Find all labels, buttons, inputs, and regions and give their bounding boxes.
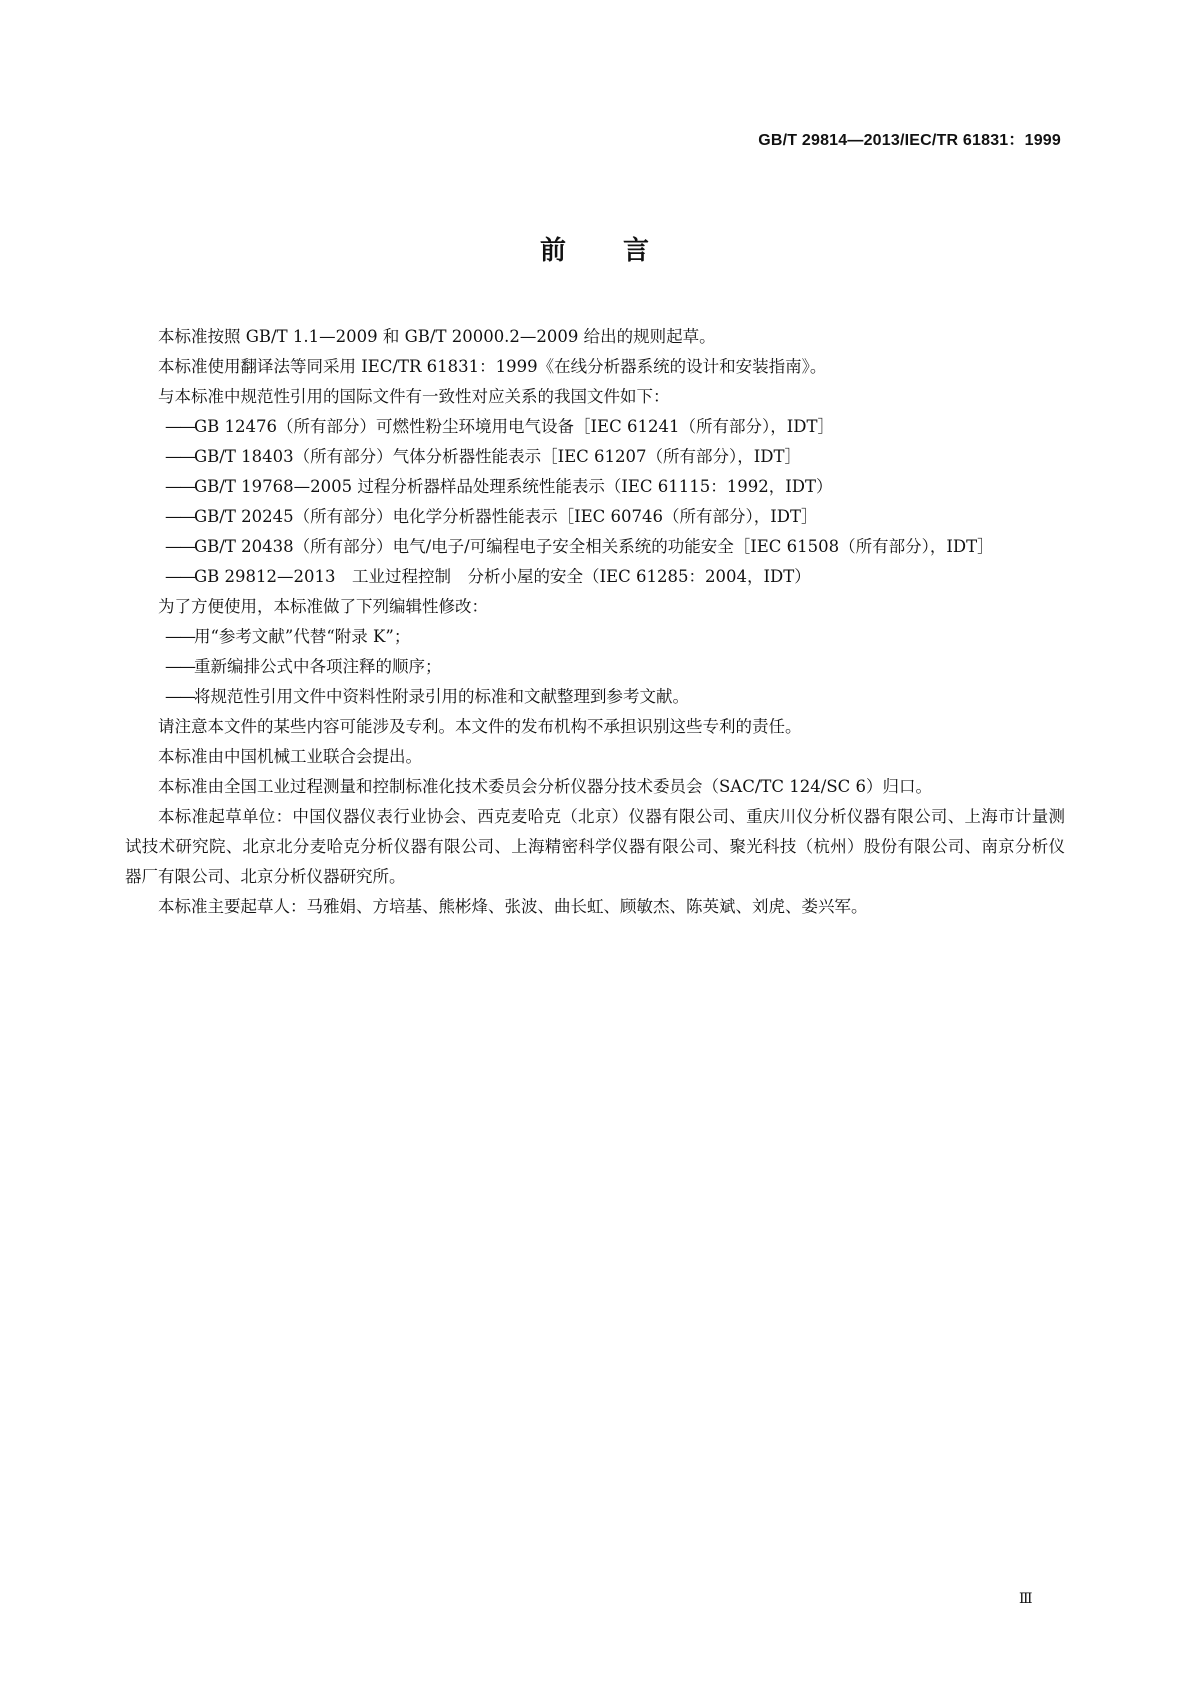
dash-marker: —— [165,687,194,706]
paragraph-correspondence-intro: 与本标准中规范性引用的国际文件有一致性对应关系的我国文件如下： [158,387,670,406]
dash-marker: —— [165,417,194,436]
list-item [125,622,1065,652]
list-item [125,562,1065,592]
list-item-text: GB/T 19768—2005 过程分析器样品处理系统性能表示（IEC 61115：1992，IDT） [194,477,833,496]
list-item-text: GB/T 18403（所有部分）气体分析器性能表示［IEC 61207（所有部分），IDT］ [194,447,802,466]
page-title: 前 言 [539,236,652,266]
foreword-body [125,322,1065,922]
page-number: Ⅲ [1019,1591,1033,1607]
dash-marker: —— [165,657,194,676]
list-item [125,442,1065,472]
list-item-text: 将规范性引用文件中资料性附录引用的标准和文献整理到参考文献。 [194,687,689,706]
list-item-text: 用“参考文献”代替“附录 K”； [194,627,411,646]
paragraph-drafting-rules: 本标准按照 GB/T 1.1—2009 和 GB/T 20000.2—2009 给出的规则起草。 [158,327,716,346]
dash-marker: —— [165,477,194,496]
list-item [125,472,1065,502]
dash-marker: —— [165,507,194,526]
paragraph-patent-notice: 请注意本文件的某些内容可能涉及专利。本文件的发布机构不承担识别这些专利的责任。 [158,717,802,736]
paragraph-adoption-method: 本标准使用翻译法等同采用 IEC/TR 61831：1999《在线分析器系统的设计和安装指南》。 [158,357,827,376]
dash-marker: —— [165,567,194,586]
paragraph-edits-intro: 为了方便使用，本标准做了下列编辑性修改： [158,597,488,616]
paragraph-technical-committee: 本标准由全国工业过程测量和控制标准化技术委员会分析仪器分技术委员会（SAC/TC 124/SC 6）归口。 [158,777,933,796]
list-item-text: 重新编排公式中各项注释的顺序； [194,657,442,676]
list-item [125,682,1065,712]
list-item [125,412,1065,442]
paragraph-drafting-organizations: 本标准起草单位：中国仪器仪表行业协会、西克麦哈克（北京）仪器有限公司、重庆川仪分析仪器有限公司、上海市计量测试技术研究院、北京北分麦哈克分析仪器有限公司、上海精密科学仪器有限公司、聚光科技（杭州）股份有限公司、南京分析仪器厂有限公司、北京分析仪器研究所。 [125,807,1065,886]
standard-code-header: GB/T 29814—2013/IEC/TR 61831：1999 [758,132,1061,149]
list-item [125,532,1065,562]
dash-marker: —— [165,447,194,466]
list-item-text: GB/T 20245（所有部分）电化学分析器性能表示［IEC 60746（所有部分），IDT］ [194,507,818,526]
paragraph-drafters: 本标准主要起草人：马雅娟、方培基、熊彬烽、张波、曲长虹、顾敏杰、陈英斌、刘虎、娄兴军。 [158,897,868,916]
list-item-text: GB 29812—2013 工业过程控制 分析小屋的安全（IEC 61285：2004，IDT） [194,567,811,586]
list-item-text: GB 12476（所有部分）可燃性粉尘环境用电气设备［IEC 61241（所有部分），IDT］ [194,417,834,436]
dash-marker: —— [165,537,194,556]
dash-marker: —— [165,627,194,646]
list-item [125,652,1065,682]
list-item-text: GB/T 20438（所有部分）电气/电子/可编程电子安全相关系统的功能安全［IEC 61508（所有部分），IDT］ [194,537,994,556]
list-item [125,502,1065,532]
paragraph-proposer: 本标准由中国机械工业联合会提出。 [158,747,422,766]
